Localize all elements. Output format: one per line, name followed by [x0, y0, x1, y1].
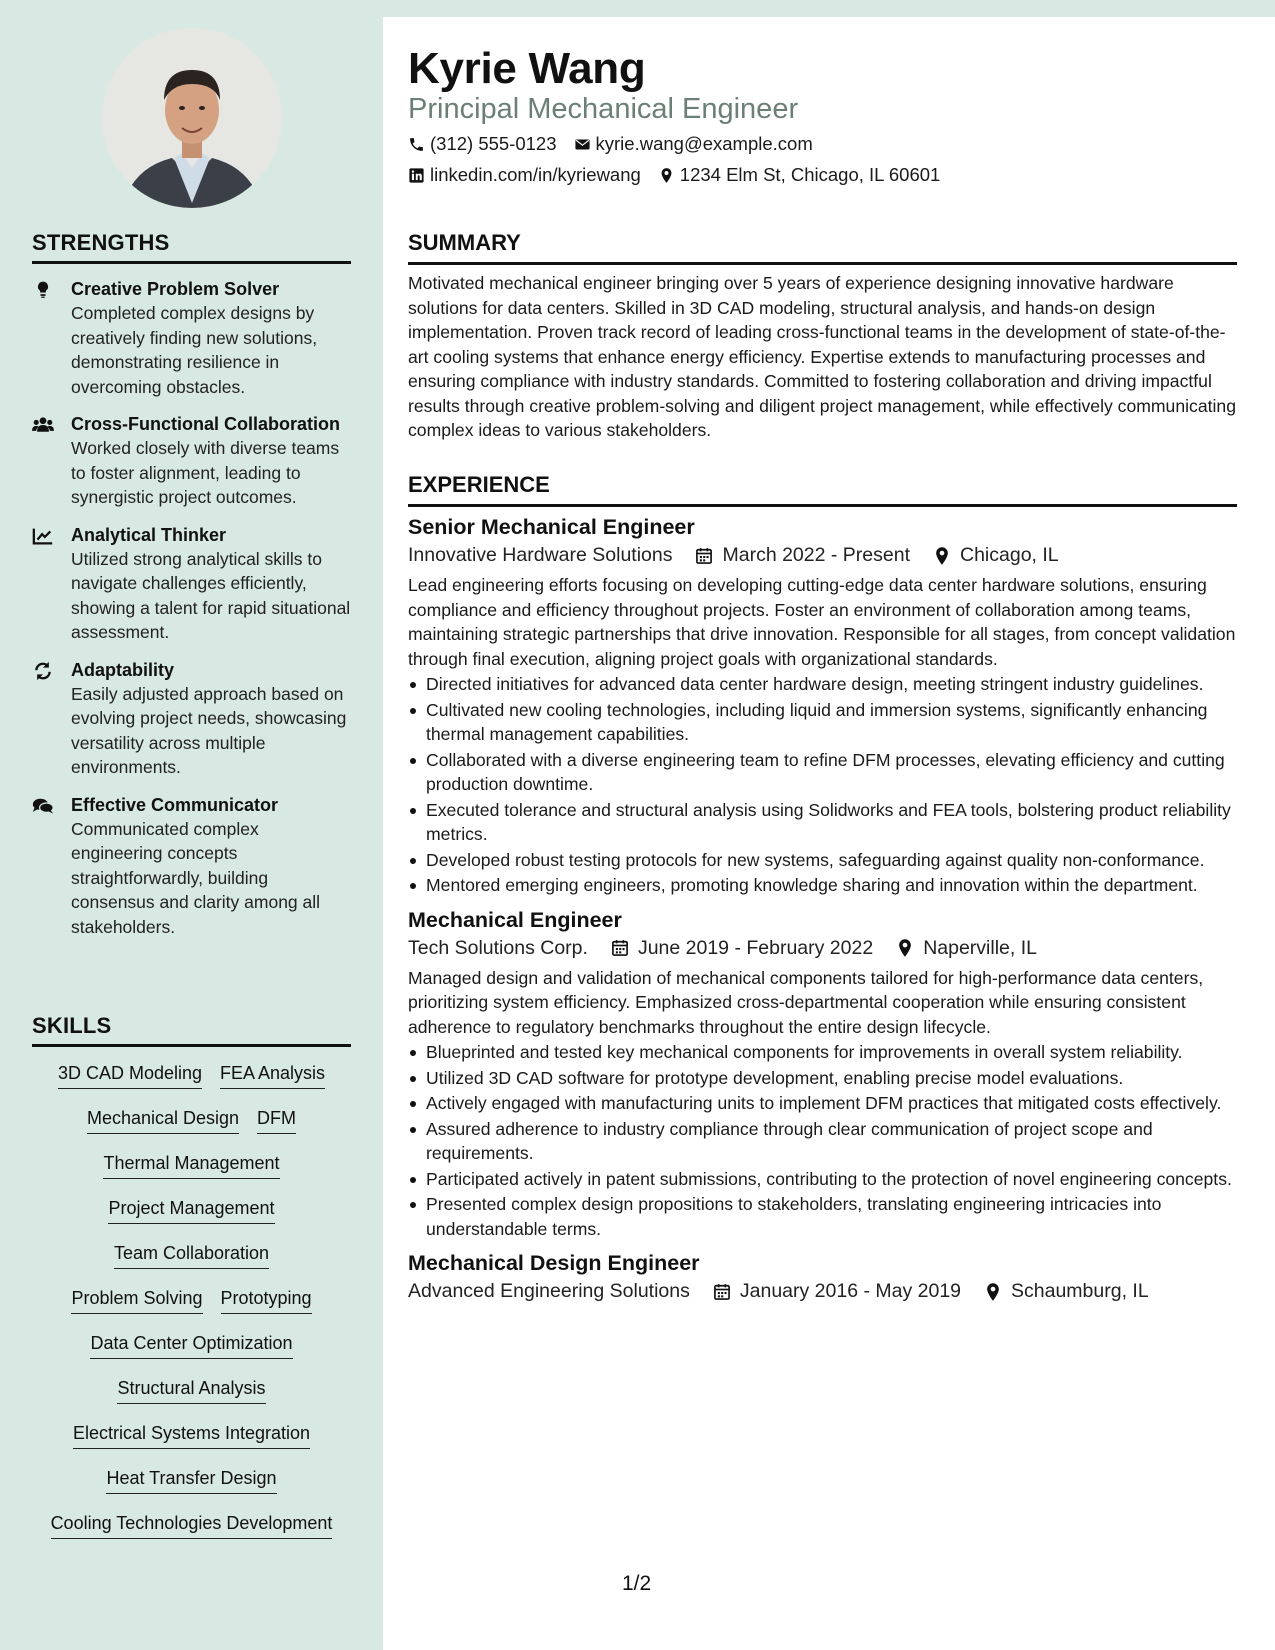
skill-tag: Electrical Systems Integration [73, 1419, 310, 1449]
summary-section [408, 230, 1237, 443]
job-bullet: Blueprinted and tested key mechanical components for improvements in overall system reliability. [408, 1040, 1237, 1065]
skill-tag: Data Center Optimization [90, 1329, 292, 1359]
job-meta [408, 937, 1237, 960]
map-pin-icon [658, 167, 675, 184]
lightbulb-icon [32, 280, 54, 300]
strength-desc: Easily adjusted approach based on evolving project needs, showcasing versatility across multiple environments. [71, 683, 347, 777]
sync-icon [32, 661, 54, 681]
job-title: Senior Mechanical Engineer [408, 515, 695, 539]
job-bullet: Actively engaged with manufacturing units to implement DFM practices that mitigated costs effectively. [408, 1091, 1237, 1116]
address-text: 1234 Elm St, Chicago, IL 60601 [679, 164, 941, 185]
phone-icon [408, 136, 425, 153]
job-bullets [408, 1040, 1237, 1241]
map-pin-icon [895, 938, 915, 958]
job-bullet: Participated actively in patent submissions, contributing to the protection of novel engineering concepts. [408, 1167, 1237, 1192]
profile-name: Kyrie Wang [408, 44, 646, 93]
map-pin-icon [983, 1282, 1003, 1302]
strength-item [32, 524, 351, 645]
strength-item [32, 659, 351, 780]
contact-row-1 [408, 133, 813, 155]
strength-desc: Worked closely with diverse teams to foster alignment, leading to synergistic project outcomes. [71, 438, 340, 507]
email-text: kyrie.wang@example.com [595, 133, 813, 154]
experience-section [408, 472, 1237, 1303]
job-location: Chicago, IL [960, 544, 1059, 566]
skill-tag: Prototyping [221, 1284, 312, 1314]
address-contact [658, 164, 941, 186]
job-bullets [408, 672, 1237, 898]
job-bullet: Assured adherence to industry compliance through clear communication of project scope and requirements. [408, 1117, 1237, 1166]
strengths-section [32, 230, 351, 939]
job-title: Mechanical Engineer [408, 907, 622, 932]
strengths-heading: STRENGTHS [32, 230, 351, 264]
linkedin-text: linkedin.com/in/kyriewang [430, 164, 641, 185]
calendar-icon [694, 546, 714, 566]
job-dates: January 2016 - May 2019 [739, 1280, 962, 1302]
skills-list [32, 1059, 351, 1554]
job-meta [408, 1280, 1237, 1303]
linkedin-contact[interactable] [408, 164, 641, 186]
skill-tag: FEA Analysis [220, 1059, 325, 1089]
skill-tag: Structural Analysis [117, 1374, 265, 1404]
skill-tag: Project Management [108, 1194, 274, 1224]
contact-row-2 [408, 164, 940, 186]
strength-title: Effective Communicator [71, 794, 279, 815]
job-company: Advanced Engineering Solutions [408, 1280, 690, 1302]
skill-tag: DFM [257, 1104, 296, 1134]
strength-title: Analytical Thinker [71, 524, 227, 545]
job-company: Tech Solutions Corp. [408, 936, 588, 959]
job-meta [408, 544, 1237, 567]
envelope-icon [574, 136, 591, 153]
comments-icon [32, 796, 54, 816]
skill-tag: Thermal Management [103, 1149, 279, 1179]
job-entry [408, 515, 1237, 898]
map-pin-icon [932, 546, 952, 566]
strength-desc: Completed complex designs by creatively finding new solutions, demonstrating resilience in overcoming obstacles. [71, 303, 318, 397]
email-contact[interactable] [574, 133, 813, 155]
phone-text: (312) 555-0123 [430, 133, 557, 154]
job-location: Schaumburg, IL [1011, 1280, 1149, 1302]
job-bullet: Directed initiatives for advanced data center hardware design, meeting stringent industry guidelines. [408, 672, 1237, 697]
job-title: Mechanical Design Engineer [408, 1251, 700, 1275]
job-bullet: Executed tolerance and structural analysis using Solidworks and FEA tools, bolstering product reliability metrics. [408, 798, 1237, 847]
strength-desc: Communicated complex engineering concepts straightforwardly, building consensus and clarity among all stakeholders. [71, 818, 321, 937]
job-entry [408, 908, 1237, 1242]
job-dates: March 2022 - Present [722, 544, 910, 566]
users-icon [32, 415, 54, 435]
job-bullet: Collaborated with a diverse engineering team to refine DFM processes, elevating efficiency and cutting production downtime. [408, 748, 1237, 797]
job-location: Naperville, IL [923, 936, 1037, 959]
job-description: Lead engineering efforts focusing on developing cutting-edge data center hardware solutions, ensuring compliance and efficiency throughout projects. Foster an environment of collaboration among teams, maintaining strategic partnerships that drive innovation. Responsible for all stages, from concept validation through final execution, aligning project goals with organizational standards. [408, 575, 1236, 669]
calendar-icon [712, 1282, 732, 1302]
skill-tag: Mechanical Design [87, 1104, 239, 1134]
job-bullet: Cultivated new cooling technologies, including liquid and immersion systems, significantly enhancing thermal management capabilities. [408, 698, 1237, 747]
strength-title: Cross-Functional Collaboration [71, 414, 341, 434]
skills-section [32, 1013, 351, 1554]
strength-item [32, 278, 351, 399]
summary-heading: SUMMARY [408, 230, 1237, 265]
strength-item [32, 794, 351, 940]
skill-tag: Heat Transfer Design [106, 1464, 276, 1494]
strength-title: Adaptability [71, 659, 175, 680]
job-company: Innovative Hardware Solutions [408, 544, 673, 566]
sidebar [0, 0, 383, 1650]
phone-contact [408, 133, 557, 155]
strength-item [32, 413, 351, 510]
profile-photo [102, 28, 282, 208]
job-bullet: Utilized 3D CAD software for prototype development, enabling precise model evaluations. [408, 1066, 1237, 1091]
job-bullet: Presented complex design propositions to stakeholders, translating engineering intricacies into understandable terms. [408, 1192, 1237, 1241]
chart-line-icon [32, 526, 54, 546]
profile-role: Principal Mechanical Engineer [408, 93, 799, 125]
job-bullet: Mentored emerging engineers, promoting knowledge sharing and innovation within the department. [408, 873, 1237, 898]
experience-heading: EXPERIENCE [408, 472, 1237, 507]
summary-text: Motivated mechanical engineer bringing over 5 years of experience designing innovative hardware solutions for data centers. Skilled in 3D CAD modeling, structural analysis, and hands-on design implementation. Proven track record of leading cross-functional teams in the development of state-of-the-art cooling systems that enhance energy efficiency. Expertise extends to manufacturing processes and ensuring compliance with industry standards. Committed to fostering collaboration and driving impactful results through creative problem-solving and diligent project management, while effectively communicating complex ideas to various stakeholders. [408, 273, 1236, 440]
calendar-icon [610, 938, 630, 958]
strength-title: Creative Problem Solver [71, 279, 280, 299]
skill-tag: Cooling Technologies Development [51, 1509, 333, 1539]
main-content [383, 17, 1275, 1650]
page-number: 1/2 [622, 1572, 652, 1595]
strength-desc: Utilized strong analytical skills to navigate challenges efficiently, showing a talent for rapid situational assessment. [71, 548, 351, 642]
skill-tag: 3D CAD Modeling [58, 1059, 202, 1089]
skill-tag: Problem Solving [71, 1284, 202, 1314]
linkedin-icon [408, 167, 425, 184]
job-dates: June 2019 - February 2022 [637, 936, 874, 959]
skills-heading: SKILLS [32, 1013, 351, 1047]
job-entry [408, 1251, 1237, 1303]
job-description: Managed design and validation of mechanical components tailored for high-performance data centers, prioritizing system efficiency. Emphasized cross-departmental cooperation while ensuring consistent adherence to regulatory benchmarks throughout the entire design lifecycle. [408, 967, 1204, 1037]
job-bullet: Developed robust testing protocols for new systems, safeguarding against quality non-conformance. [408, 848, 1237, 873]
skill-tag: Team Collaboration [114, 1239, 269, 1269]
